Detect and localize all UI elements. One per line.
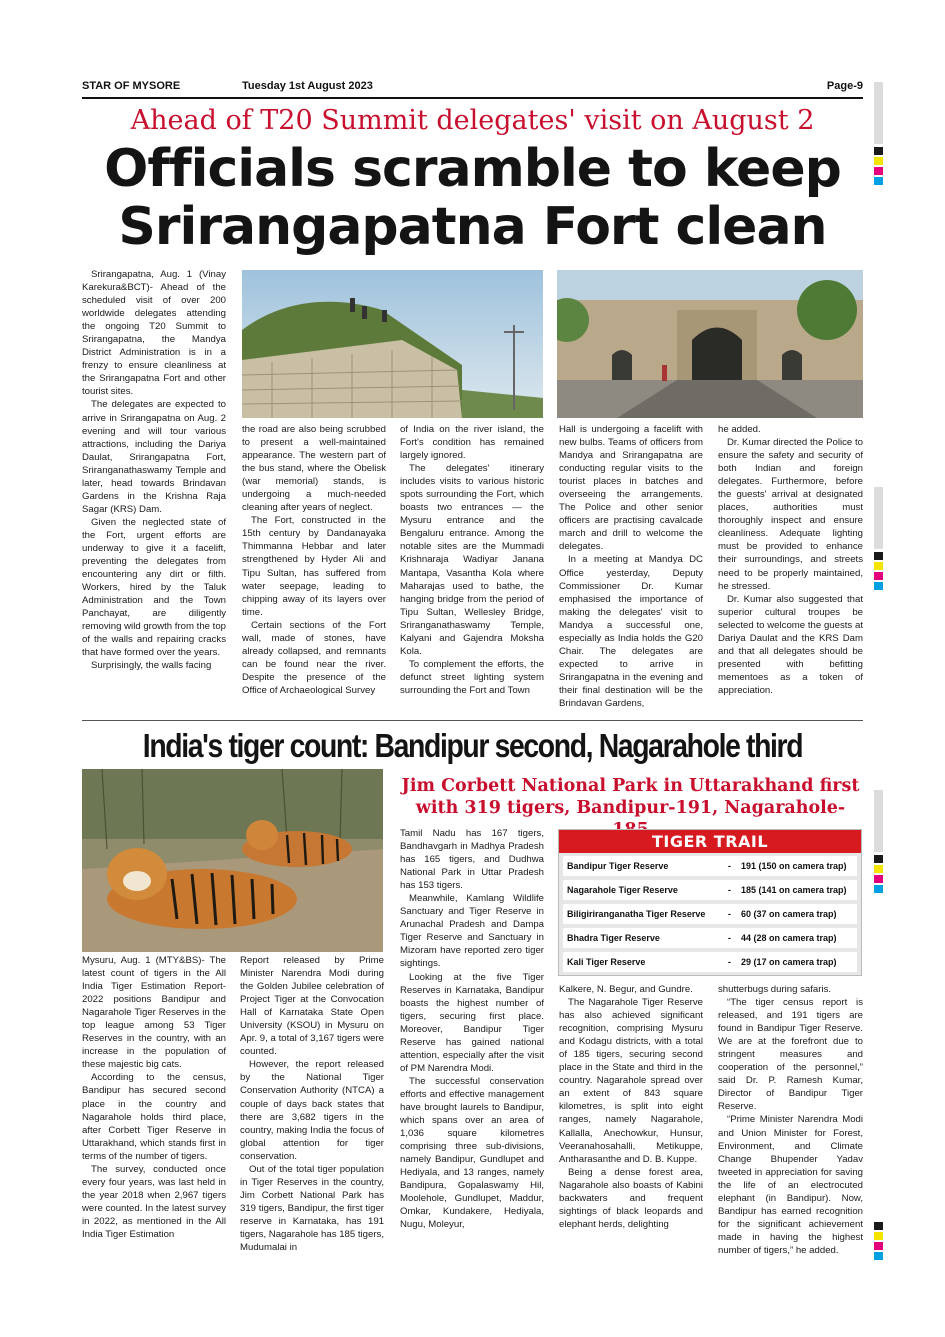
tiger-trail-row xyxy=(563,928,857,948)
paragraph: The successful conservation efforts and effective management have brought laurels to Bandipur, which spans over an area of 1,036 square kilometres comprising three sub-divisions, namely Bandipur, Gundlupet and Hediyala, and 13 ranges, namely Bandipura, Gopalaswamy Hil, Moolehole, Gundlupet, Maddur, Omkar, Kundakere, Hediyala, Nugu, Moleyur, xyxy=(400,1075,544,1231)
yellow-mark xyxy=(874,865,883,873)
story2-headline: India's tiger count: Bandipur second, Nagarahole third xyxy=(142,727,803,764)
cyan-mark xyxy=(874,582,883,590)
tiger-trail-row xyxy=(563,904,857,924)
paragraph: The delegates' itinerary includes visits to various historic spots surrounding the Fort, which boasts two entrances — the Mysuru entrance and the Bengaluru entrance. Among the notable sites are the Mummadi Krishnaraja Wadiyar Janana Mantapa, Vasantha Kola where Maharajas used to bathe, the hanging bridge from the period of Tipu Sultan, Wellesley Bridge, Sriranganathaswamy Temple, Kalyani and Gajendra Moksha Kola. xyxy=(400,463,544,657)
grey-bar xyxy=(874,790,883,852)
magenta-mark xyxy=(874,572,883,580)
paragraph: In a meeting at Mandya DC Office yesterday, Deputy Commissioner Dr. Kumar emphasised the importance of making the delegates' visit to Mandya a successful one, especially as India holds the G20 Chair. The delegates are expected to arrive in Srirangapatna in the evening and their final destination will be the Brindavan Gardens, xyxy=(559,554,703,709)
story1-column-4 xyxy=(559,423,703,710)
grey-bar xyxy=(874,487,883,549)
headline-line-1: Officials scramble to keep xyxy=(104,139,841,199)
cyan-mark xyxy=(874,885,883,893)
subheadline-line-2: with 319 tigers, Bandipur-191, Nagarahole- xyxy=(415,798,846,818)
paragraph: Surprisingly, the walls facing xyxy=(91,660,212,672)
paragraph: of India on the river island, the Fort's condition has remained largely ignored. xyxy=(400,424,544,462)
paragraph: Being a dense forest area, Nagarahole also boasts of Kabini backwaters and frequent sightings of black leopards and elephant herds, delighting xyxy=(559,1166,703,1230)
tiger-trail-title: TIGER TRAIL xyxy=(559,830,861,853)
paragraph: Dr. Kumar also suggested that superior cultural troupes be selected to welcome the guests at Dariya Daulat and the KRS Dam and that all delegates should be presented with befitting mementoes as a token of appreciation. xyxy=(718,593,863,696)
black-mark xyxy=(874,855,883,863)
tigers-photo xyxy=(82,769,383,952)
paragraph: Srirangapatna, Aug. 1 (Vinay Karekura&BCT)- Ahead of the scheduled visit of over 200 worldwide delegates attending the ongoing T20 Summit to Srirangapatna, the Mandya District Administration is in a frenzy to ensure cleanliness at the Srirangapatna Fort and other tourist sites. xyxy=(82,269,226,398)
paragraph: According to the census, Bandipur has secured second place in the country and Nagarahole holds third place, after Corbett Tiger Reserve in Uttarakhand, which stands first in terms of the number of tigers. xyxy=(82,1072,226,1162)
yellow-mark xyxy=(874,562,883,570)
magenta-mark xyxy=(874,875,883,883)
story2-column-5 xyxy=(718,983,863,1257)
story1-kicker: Ahead of T20 Summit delegates' visit on August 2 xyxy=(130,105,815,136)
paragraph: To complement the efforts, the defunct street lighting system surrounding the Fort and Town xyxy=(400,658,544,696)
reserve-name: Kali Tiger Reserve xyxy=(567,957,646,967)
black-mark xyxy=(874,147,883,155)
tiger-count: 44 (28 on camera trap) xyxy=(741,933,837,943)
story1-column-5 xyxy=(718,423,863,697)
yellow-mark xyxy=(874,1232,883,1240)
paragraph: Given the neglected state of the Fort, urgent efforts are underway to give it a facelift, preventing the delegates from encountering any dirt or filth. Workers, hired by the Taluk Administration and the Town Panchayat, are diligently removing wild growth from the top of the walls and repairing cracks that have formed over the years. xyxy=(82,516,226,659)
fort-gate-photo xyxy=(557,270,863,418)
story1-column-2 xyxy=(242,423,386,697)
reserve-name: Nagarahole Tiger Reserve xyxy=(567,885,678,895)
tiger-count: 185 (141 on camera trap) xyxy=(741,885,847,895)
paper-name: STAR OF MYSORE xyxy=(82,80,181,92)
tiger-trail-row xyxy=(563,880,857,900)
masthead xyxy=(82,80,863,96)
grey-bar xyxy=(874,82,883,144)
fort-wall-photo xyxy=(242,270,543,418)
paragraph: Hall is undergoing a facelift with new bulbs. Teams of officers from Mandya and Srirangapatna are conducting regular visits to the tourist places in batches and overseeing the arrangements. The Police and other senior officers are practising cavalcade march and drill to welcome the delegates. xyxy=(559,424,703,553)
paragraph: Kalkere, N. Begur, and Gundre. xyxy=(559,984,693,995)
story-divider xyxy=(82,720,863,721)
yellow-mark xyxy=(874,157,883,165)
paragraph: Certain sections of the Fort wall, made of stones, have already collapsed, and remnants can be found near the river. Despite the presence of the Office of Archaeological Survey xyxy=(242,619,386,696)
row-dash: - xyxy=(728,933,731,943)
paragraph: Looking at the five Tiger Reserves in Karnataka, Bandipur boasts the highest number of tigers, securing first place. Moreover, Bandipur Tiger Reserve has gained national attention, especially after the visit of PM Narendra Modi. xyxy=(400,971,544,1074)
tiger-trail-row xyxy=(563,856,857,876)
tiger-trail-row xyxy=(563,952,857,972)
magenta-mark xyxy=(874,167,883,175)
story1-column-1 xyxy=(82,268,226,672)
paragraph: The Fort, constructed in the 15th century by Dandanayaka Thimmanna Hebbar and later strengthened by Hyder Ali and Tipu Sultan, has suffered from water seepage, leading to chipping away of its layers over time. xyxy=(242,515,386,618)
paragraph: However, the report released by the National Tiger Conservation Authority (NTCA) a couple of days back states that there are 3,682 tigers in the country, making India the focus of global attention for tiger conservation. xyxy=(240,1059,384,1162)
paragraph: The survey, conducted once every four years, was last held in the year 2018 when 2,967 tigers were counted. In the latest survey in 2022, as mentioned in the All India Tiger Estimation xyxy=(82,1163,226,1240)
magenta-mark xyxy=(874,1242,883,1250)
reserve-name: Bandipur Tiger Reserve xyxy=(567,861,669,871)
story2-column-4 xyxy=(559,983,703,1231)
masthead-rule xyxy=(82,97,863,99)
subheadline-line-1: Jim Corbett National Park in Uttarakhand first xyxy=(401,776,860,796)
issue-date: Tuesday 1st August 2023 xyxy=(242,80,373,92)
paragraph: Out of the total tiger population in Tiger Reserves in the country, Jim Corbett National Park has 319 tigers, Bandipur, the first tiger reserve in Karnataka, has 191 tigers, Nagarahole has 185 tigers, Mudumalai in xyxy=(240,1163,384,1254)
black-mark xyxy=(874,552,883,560)
paragraph: shutterbugs during safaris. xyxy=(718,984,832,995)
paragraph: Tamil Nadu has 167 tigers, Bandhavgarh in Madhya Pradesh has 165 tigers, and Dudhwa National Park in Uttar Pradesh has 153 tigers. xyxy=(400,828,544,892)
story1-column-3 xyxy=(400,423,544,697)
paragraph: he added. xyxy=(718,424,761,435)
paragraph: “Prime Minister Narendra Modi and Union Minister for Forest, Environment, and Climate Change Bhupender Yadav tweeted in appreciation for saving the life of an electrocuted elephant (in Bandipur). Now, Bandipur has earned recognition for the significant achievement made in having the highest number of tigers,” he added. xyxy=(718,1114,863,1256)
row-dash: - xyxy=(728,909,731,919)
paragraph: The Nagarahole Tiger Reserve has also achieved significant recognition, comprising Mysuru and Kodagu districts, with a total of 185 tigers, securing second place in the State and third in the country. Nagarahole spread over an extent of 843 square kilometres, is split into eight ranges, namely Nagarahole, Kallalla, Anechowkur, Hunsur, Veeranahosahalli, Metikuppe, Antharasanthe and D. B. Kuppe. xyxy=(559,997,703,1165)
tiger-trail-box xyxy=(558,829,862,976)
paragraph: the road are also being scrubbed to present a well-maintained appearance. The western part of the bus stand, where the Obelisk (war memorial) stands, is undergoing a much-needed cleaning after years of neglect. xyxy=(242,424,386,514)
paragraph: “The tiger census report is released, and 191 tigers are found in Bandipur Tiger Reserve. We are at the forefront due to stringent measures and cooperation of the personnel,” said Dr. P. Ramesh Kumar, Director of Bandipur Tiger Reserve. xyxy=(718,997,863,1113)
story2-column-2 xyxy=(240,954,384,1254)
paragraph: Report released by Prime Minister Narendra Modi during the Golden Jubilee celebration of Project Tiger at the Convocation Hall of Karnataka State Open University (KSOU) in Mysuru on Apr. 9, a total of 3,167 tigers were counted. xyxy=(240,955,384,1058)
row-dash: - xyxy=(728,885,731,895)
paragraph: Dr. Kumar directed the Police to ensure the safety and security of both Indian and foreign delegates. Furthermore, before the guests' arrival at designated places, authorities must thoroughly inspect and ensure cleanliness. Adequate lighting must be provided to enhance their surroundings, and streets need to be properly maintained, he stressed. xyxy=(718,437,863,592)
tiger-count: 191 (150 on camera trap) xyxy=(741,861,847,871)
paragraph: The delegates are expected to arrive in Srirangapatna on Aug. 2 evening and will tour various attractions, including the Dariya Daulat, Srirangapatna Fort, Sriranganathaswamy Temple and later, head towards Brindavan Gardens in the Krishna Raja Sagar (KRS) Dam. xyxy=(82,399,226,515)
headline-line-2: Srirangapatna Fort clean xyxy=(118,197,827,257)
row-dash: - xyxy=(728,861,731,871)
story2-column-1 xyxy=(82,954,226,1241)
reserve-name: Biligiriranganatha Tiger Reserve xyxy=(567,909,706,919)
cyan-mark xyxy=(874,1252,883,1260)
story2-column-3 xyxy=(400,827,544,1231)
paragraph: Meanwhile, Kamlang Wildlife Sanctuary and Tiger Reserve in Arunachal Pradesh and Dampa Tiger Reserve and Sanctuary in Mizoram have reported zero tiger sightings. xyxy=(400,893,544,970)
tiger-count: 29 (17 on camera trap) xyxy=(741,957,837,967)
row-dash: - xyxy=(728,957,731,967)
page-number: Page-9 xyxy=(826,80,863,92)
reserve-name: Bhadra Tiger Reserve xyxy=(567,933,660,943)
tiger-count: 60 (37 on camera trap) xyxy=(741,909,837,919)
paragraph: Mysuru, Aug. 1 (MTY&BS)- The latest count of tigers in the All India Tiger Estimation Report-2022 positions Bandipur and Nagarahole Tiger Reserves in the top league among 53 Tiger Reserves in the country, with an increase in the population of these majestic big cats. xyxy=(82,955,226,1071)
story1-headline xyxy=(82,140,863,256)
cyan-mark xyxy=(874,177,883,185)
black-mark xyxy=(874,1222,883,1230)
